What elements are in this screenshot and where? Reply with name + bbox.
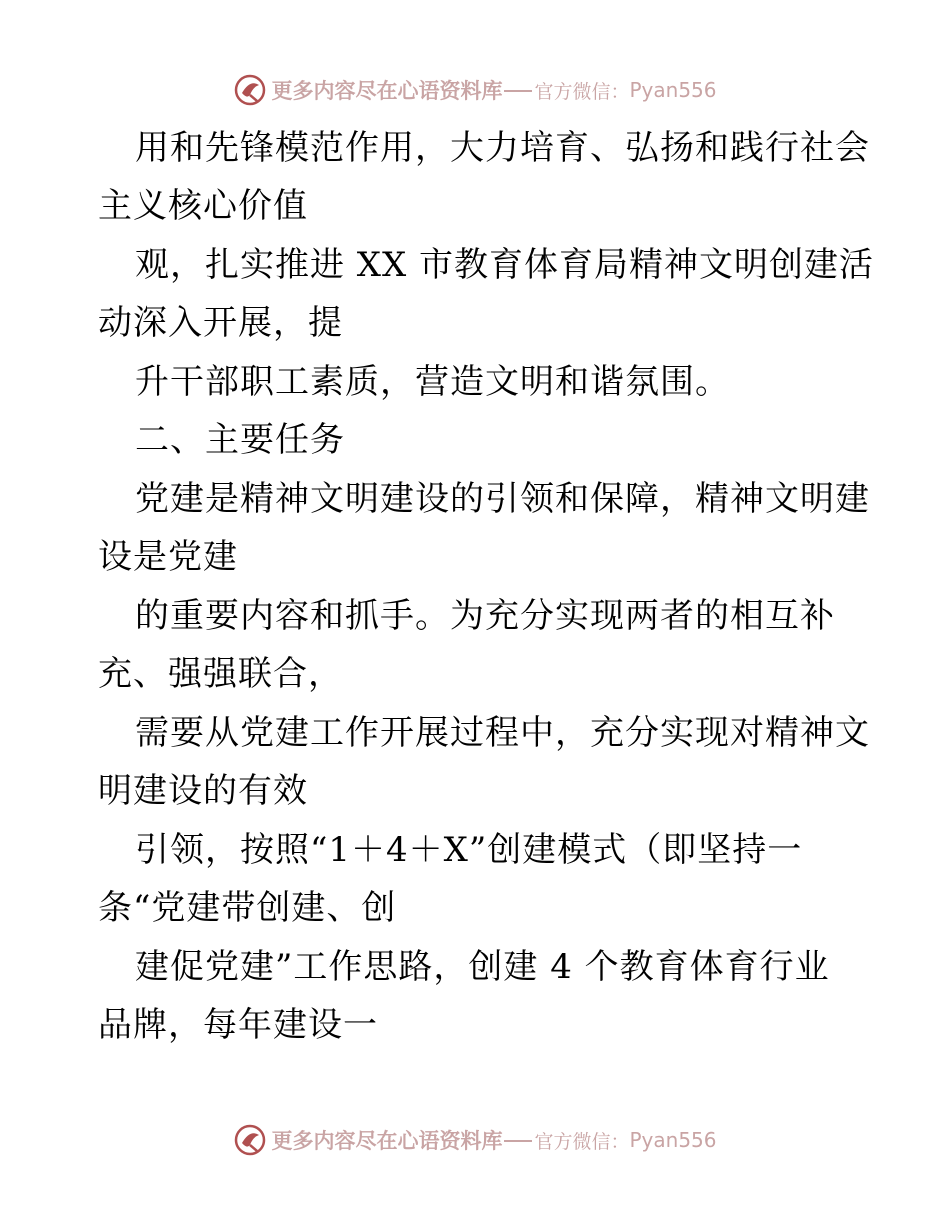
- text-line: 主义核心价值: [98, 186, 308, 226]
- text-line: 党建是精神文明建设的引领和保障，精神文明建: [135, 479, 870, 519]
- text-line: 的重要内容和抓手。为充分实现两者的相互补: [135, 596, 835, 636]
- footer-watermark: [0, 1120, 950, 1160]
- watermark-main-text: 更多内容尽在心语资料库: [271, 78, 503, 103]
- text-line: 条“党建带创建、创: [98, 888, 397, 928]
- text-line: 品牌，每年建设一: [98, 1005, 378, 1045]
- section-heading: 二、主要任务: [135, 420, 345, 460]
- text-line: 动深入开展，提: [98, 303, 343, 343]
- text-line: 观，扎实推进 XX 市教育体育局精神文明创建活: [135, 245, 875, 285]
- watermark-label: 官方微信：: [534, 80, 630, 103]
- library-logo-icon: [233, 1123, 267, 1157]
- watermark-label: 官方微信：: [534, 1130, 630, 1153]
- text-line: 引领，按照“1＋4＋X”创建模式（即坚持一: [135, 830, 803, 870]
- library-logo-icon: [233, 73, 267, 107]
- text-line: 充、强强联合，: [98, 654, 343, 694]
- watermark-main-text: 更多内容尽在心语资料库: [271, 1128, 503, 1153]
- watermark-dash: [504, 1140, 532, 1142]
- text-line: 需要从党建工作开展过程中，充分实现对精神文: [135, 713, 870, 753]
- text-line: 设是党建: [98, 537, 238, 577]
- header-watermark: [0, 70, 950, 110]
- text-line: 明建设的有效: [98, 771, 308, 811]
- watermark-dash: [504, 90, 532, 92]
- watermark-wechat-id: Pyan556: [629, 78, 717, 102]
- text-line: 升干部职工素质，营造文明和谐氛围。: [135, 362, 730, 402]
- watermark-wechat-id: Pyan556: [629, 1128, 717, 1152]
- text-line: 用和先锋模范作用，大力培育、弘扬和践行社会: [135, 128, 870, 168]
- text-line: 建促党建”工作思路，创建 4 个教育体育行业: [135, 947, 830, 987]
